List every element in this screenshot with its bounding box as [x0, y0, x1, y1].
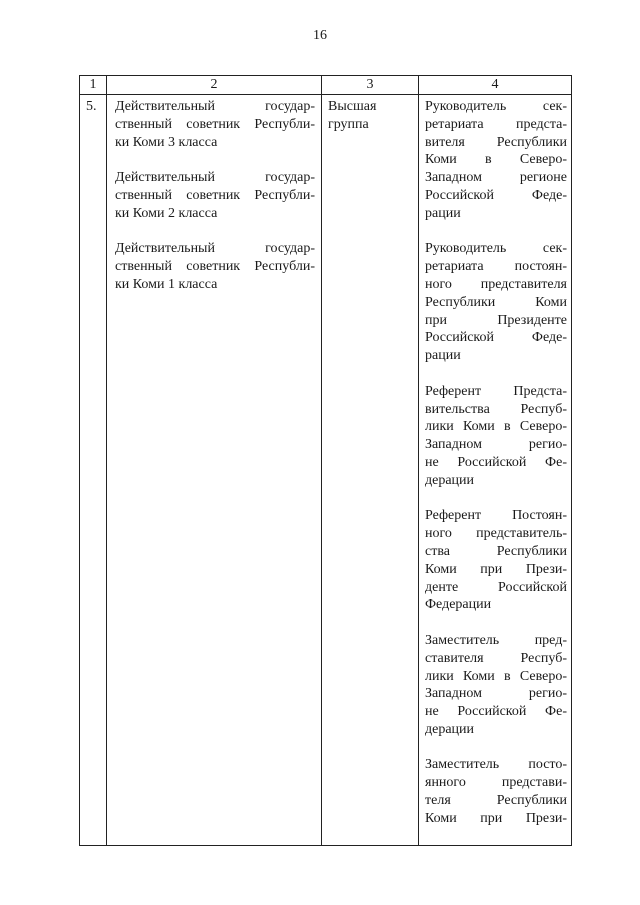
class-rank-entry-line: Действительный государ- [115, 170, 315, 186]
class-rank-entry [115, 98, 315, 151]
class-rank-entry-line: ки Коми 2 класса [115, 205, 218, 221]
position-entry-line: лики Коми в Северо- [425, 419, 567, 435]
position-entry-line: Российской Феде- [425, 187, 567, 203]
header-col-3: 3 [322, 76, 419, 95]
position-entry-line: Коми при Прези- [425, 561, 567, 577]
position-entry-line: Западном регио- [425, 686, 567, 702]
position-entry [425, 756, 567, 827]
position-entry-line: дерации [425, 472, 475, 488]
position-entry-line: не Российской Фе- [425, 704, 567, 720]
position-group-line: группа [328, 116, 369, 132]
position-entry-line: ного представитель- [425, 526, 567, 542]
class-rank-entry [115, 240, 315, 293]
position-entry-line: янного представи- [425, 775, 567, 791]
class-rank-entry-line: Действительный государ- [115, 241, 315, 257]
position-entry-line: теля Республики [425, 793, 567, 809]
header-row [80, 76, 572, 95]
position-entry-line: рации [425, 205, 461, 221]
position-entry-line: Коми в Северо- [425, 152, 567, 168]
position-group-cell [322, 95, 419, 846]
position-entry-line: Коми при Прези- [425, 810, 567, 826]
position-entry-line: при Президенте [425, 312, 567, 328]
position-entry-line: Заместитель пред- [425, 632, 567, 648]
position-entry-line: вительства Респуб- [425, 401, 567, 417]
position-entry [425, 632, 567, 739]
header-col-4: 4 [419, 76, 572, 95]
class-rank-entry-line: ки Коми 1 класса [115, 276, 218, 292]
positions-cell [419, 95, 572, 846]
position-entry-line: Западном регионе [425, 170, 567, 186]
position-entry [425, 383, 567, 490]
position-entry-line: ретариата предста- [425, 116, 567, 132]
table-row [80, 95, 572, 846]
header-col-1: 1 [80, 76, 107, 95]
position-entry-line: вителя Республики [425, 134, 567, 150]
header-col-2: 2 [107, 76, 322, 95]
position-entry-line: не Российской Фе- [425, 454, 567, 470]
position-entry-line: ретариата постоян- [425, 259, 567, 275]
position-entry-line: ного представителя [425, 276, 567, 292]
position-entry-line: ства Республики [425, 543, 567, 559]
position-entry-line: Западном регио- [425, 437, 567, 453]
class-rank-entry-line: ки Коми 3 класса [115, 134, 218, 150]
row-number: 5. [80, 95, 107, 846]
position-entry [425, 98, 567, 223]
document-table [79, 75, 572, 846]
position-entry-line: дерации [425, 721, 475, 737]
position-entry [425, 240, 567, 365]
class-rank-entry-line: Действительный государ- [115, 99, 315, 114]
position-group-line: Высшая [328, 99, 377, 114]
class-rank-entry-line: ственный советник Республи- [115, 259, 315, 275]
position-entry-line: Референт Постоян- [425, 508, 567, 524]
position-entry-line: Федерации [425, 597, 492, 613]
position-entry-line: Руководитель сек- [425, 99, 567, 114]
class-rank-entry [115, 169, 315, 222]
position-entry-line: Заместитель посто- [425, 757, 567, 773]
position-entry [425, 507, 567, 614]
position-entry-line: Руководитель сек- [425, 241, 567, 257]
class-rank-entry-line: ственный советник Республи- [115, 116, 315, 132]
position-entry-line: рации [425, 348, 461, 364]
position-entry-line: Российской Феде- [425, 330, 567, 346]
position-entry-line: денте Российской [425, 579, 567, 595]
position-entry-line: ставителя Респуб- [425, 650, 567, 666]
position-entry-line: Республики Коми [425, 294, 567, 310]
class-ranks-cell [107, 95, 322, 846]
position-entry-line: лики Коми в Северо- [425, 668, 567, 684]
position-entry-line: Референт Предста- [425, 383, 567, 399]
page-number: 16 [313, 28, 327, 43]
class-rank-entry-line: ственный советник Республи- [115, 187, 315, 203]
